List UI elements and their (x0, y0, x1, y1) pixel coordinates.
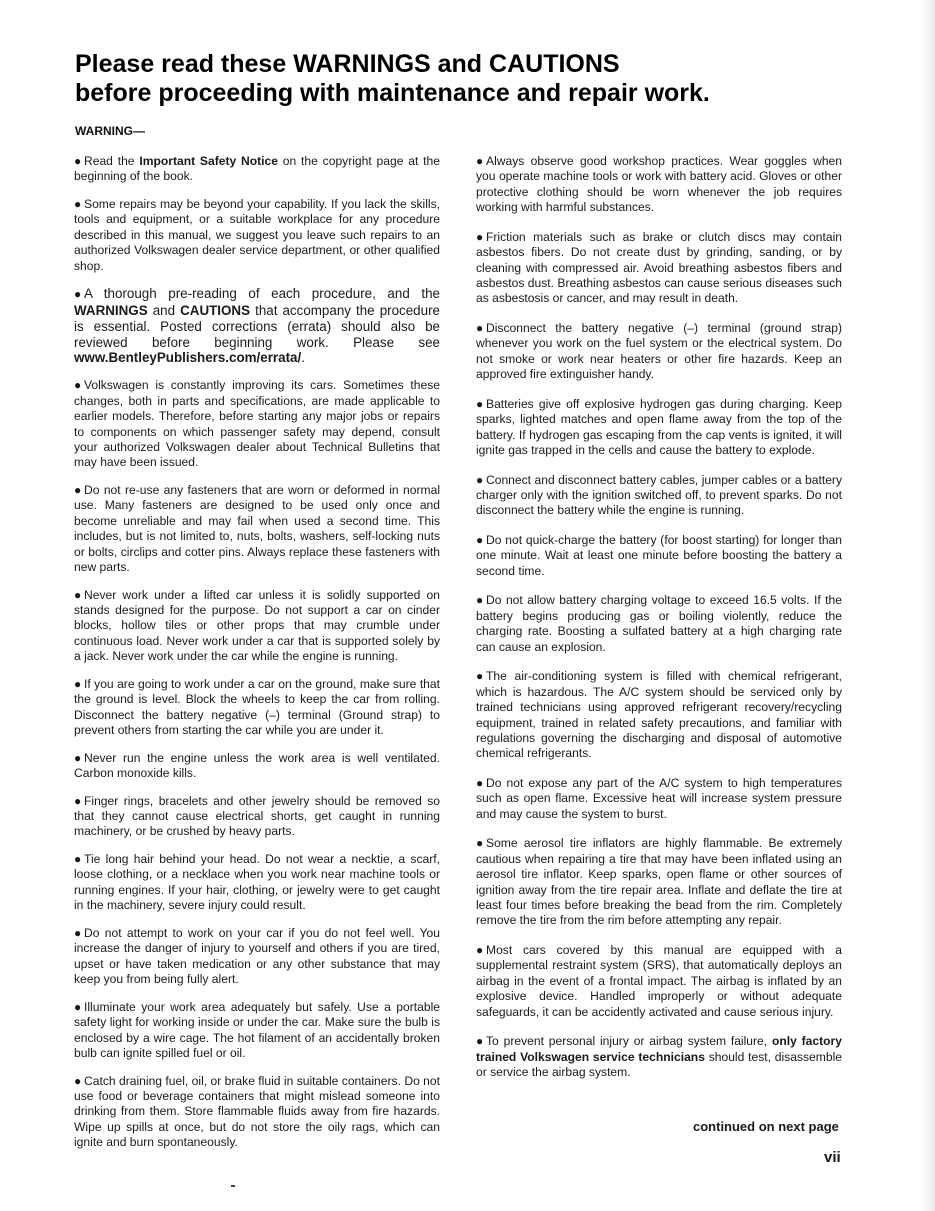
errata-link: www.BentleyPublishers.com/errata/ (74, 350, 302, 366)
bullet-icon: ● (74, 483, 82, 498)
page-title (75, 50, 875, 108)
left-column (74, 154, 440, 1163)
bullet-icon: ● (476, 669, 484, 684)
bullet-icon: ● (476, 154, 484, 168)
bullet-icon: ● (476, 942, 484, 957)
warning-item: ● Never run the engine unless the work area is well ventilated. Carbon monoxide kills. (74, 750, 440, 781)
warning-item: ● If you are going to work under a car on the ground, make sure that the ground is level. Block the wheels to keep the car from rolling. Disconnect the battery negative (–) terminal (Ground strap) to prevent others from starting the car while you are under it. (74, 676, 440, 738)
bullet-icon: ● (476, 836, 484, 851)
page-edge-shadow (921, 0, 935, 1211)
bullet-icon: ● (74, 925, 82, 940)
warning-item: ● Catch draining fuel, oil, or brake fluid in suitable containers. Do not use food or beverage containers that might mislead someone into drinking from them. Store flammable fluids away from fire hazards. Wipe up spills at once, but do not store the oily rags, which can ignite and burn spontaneously. (74, 1073, 440, 1150)
warning-item: ● Most cars covered by this manual are equipped with a supplemental restraint system (SRS), that automatically deploys an airbag in the event of a frontal impact. The airbag is inflated by an explosive device. Handled improperly or without adequate safeguards, it can be accidently activated and cause serious injury. (476, 942, 842, 1019)
bullet-icon: ● (476, 1034, 484, 1049)
warning-item: ● Friction materials such as brake or clutch discs may contain asbestos fibers. Do not create dust by grinding, sanding, or by cleaning with compressed air. Avoid breathing asbestos fibers and asbestos dust. Breathing asbestos can cause serious diseases such as asbestosis or cancer, and may result in death. (476, 229, 842, 306)
warning-item: ● Read the Important Safety Notice on the copyright page at the beginning of the book. (74, 154, 440, 184)
warning-item: ● Disconnect the battery negative (–) terminal (ground strap) whenever you work on the fuel system or the electrical system. Do not smoke or work near heaters or other fire hazards. Keep an approved fire extinguisher handy. (476, 321, 842, 382)
warning-item: ● Some repairs may be beyond your capability. If you lack the skills, tools and equipment, or a suitable workplace for any procedure described in this manual, we suggest you leave such repairs to an authorized Volkswagen dealer service department, or other qualified shop. (74, 197, 440, 273)
warning-item: ● Do not allow battery charging voltage to exceed 16.5 volts. If the battery begins producing gas or boiling violently, reduce the charging rate. Boosting a sulfated battery at a high charging rate can cause an explosion. (476, 593, 842, 654)
warning-item: ● Some aerosol tire inflators are highly flammable. Be extremely cautious when repairing a tire that may have been inflated using an aerosol tire inflator. Keep sparks, open flame or other sources of ignition away from the tire repair area. Inflate and deflate the tire at least four times before breaking the bead from the rim. Completely remove the tire from the rim before attempting any repair. (476, 836, 842, 928)
bullet-icon: ● (476, 775, 484, 790)
bullet-icon: ● (74, 287, 82, 302)
page-title-line-2: before proceeding with maintenance and repair work. (75, 79, 710, 107)
scan-mark (231, 1185, 235, 1187)
warning-item: ● The air-conditioning system is filled with chemical refrigerant, which is hazardous. The A/C system should be serviced only by trained technicians using approved refrigerant recovery/recycling equipment, trained in related safety precautions, and familiar with regulations governing the discharging and disposal of automotive chemical refrigerants. (476, 669, 842, 761)
bullet-icon: ● (74, 1073, 82, 1088)
warning-item: ● Connect and disconnect battery cables, jumper cables or a battery charger only with the ignition switched off, to prevent sparks. Do not disconnect the battery while the engine is running. (476, 472, 842, 518)
page-number: vii (824, 1149, 841, 1166)
bullet-icon: ● (74, 197, 82, 211)
warning-item: ● Do not expose any part of the A/C system to high temperatures such as open flame. Excessive heat will increase system pressure and may cause the system to burst. (476, 775, 842, 821)
warning-item: ● Finger rings, bracelets and other jewelry should be removed so that they cannot cause electrical shorts, get caught in running machinery, or be crushed by heavy parts. (74, 793, 440, 839)
warning-item: ● A thorough pre-reading of each procedure, and the WARNINGS and CAUTIONS that accompany the procedure is essential. Posted corrections (errata) should also be reviewed before beginning work. Please see www.BentleyPublishers.com/errata/. (74, 286, 440, 366)
bullet-icon: ● (74, 154, 82, 168)
warning-item: ● Do not quick-charge the battery (for boost starting) for longer than one minute. Wait at least one minute before boosting the battery a second time. (476, 533, 842, 578)
bullet-icon: ● (476, 229, 484, 244)
bullet-icon: ● (74, 999, 82, 1014)
warning-item: ● Do not attempt to work on your car if you do not feel well. You increase the danger of injury to yourself and others if you are tired, upset or have taken medication or any other substance that may keep you from being fully alert. (74, 925, 440, 987)
bullet-icon: ● (74, 750, 82, 765)
bullet-icon: ● (74, 378, 82, 393)
bullet-icon: ● (74, 676, 82, 691)
bullet-icon: ● (476, 321, 484, 336)
bullet-icon: ● (476, 593, 484, 608)
page-title-line-1: Please read these WARNINGS and CAUTIONS (75, 50, 620, 78)
warning-item: ● To prevent personal injury or airbag system failure, only factory trained Volkswagen service technicians should test, disassemble or service the airbag system. (476, 1034, 842, 1079)
right-column (476, 154, 842, 1095)
bullet-icon: ● (476, 533, 484, 548)
bullet-icon: ● (74, 793, 82, 808)
warning-item: ● Never work under a lifted car unless it is solidly supported on stands designed for the purpose. Do not support a car on cinder blocks, hollow tiles or other props that may crumble under continuous load. Never work under a car that is supported solely by a jack. Never work under the car while the engine is running. (74, 587, 440, 664)
warning-label: WARNING— (75, 124, 145, 138)
warning-item: ● Illuminate your work area adequately but safely. Use a portable safety light for working inside or under the car. Make sure the bulb is enclosed by a wire cage. The hot filament of an accidentally broken bulb can ignite spilled fuel or oil. (74, 999, 440, 1060)
bullet-icon: ● (476, 472, 484, 487)
bullet-icon: ● (476, 396, 484, 411)
warning-item: ● Do not re-use any fasteners that are worn or deformed in normal use. Many fasteners are designed to be used only once and become unreliable and may fail when used a second time. This includes, but is not limited to, nuts, bolts, washers, self-locking nuts or bolts, circlips and cotter pins. Always replace these fasteners with new parts. (74, 483, 440, 575)
warning-item: ● Always observe good workshop practices. Wear goggles when you operate machine tools or work with battery acid. Gloves or other protective clothing should be worn whenever the job requires working with harmful substances. (476, 154, 842, 215)
warning-item: ● Batteries give off explosive hydrogen gas during charging. Keep sparks, lighted matches and open flame away from the top of the battery. If hydrogen gas escaping from the cap vents is ignited, it will ignite gas trapped in the cells and cause the battery to explode. (476, 396, 842, 458)
bullet-icon: ● (74, 852, 82, 867)
warning-item: ● Volkswagen is constantly improving its cars. Sometimes these changes, both in parts and specifications, are made applicable to earlier models. Therefore, before starting any major jobs or repairs to components on which passenger safety may depend, consult your authorized Volkswagen dealer about Technical Bulletins that may have been issued. (74, 378, 440, 470)
warning-item: ● Tie long hair behind your head. Do not wear a necktie, a scarf, loose clothing, or a necklace when you work near machine tools or running engines. If your hair, clothing, or jewelry were to get caught in the machinery, severe injury could result. (74, 852, 440, 913)
continued-note: continued on next page (693, 1119, 839, 1134)
bullet-icon: ● (74, 587, 82, 602)
